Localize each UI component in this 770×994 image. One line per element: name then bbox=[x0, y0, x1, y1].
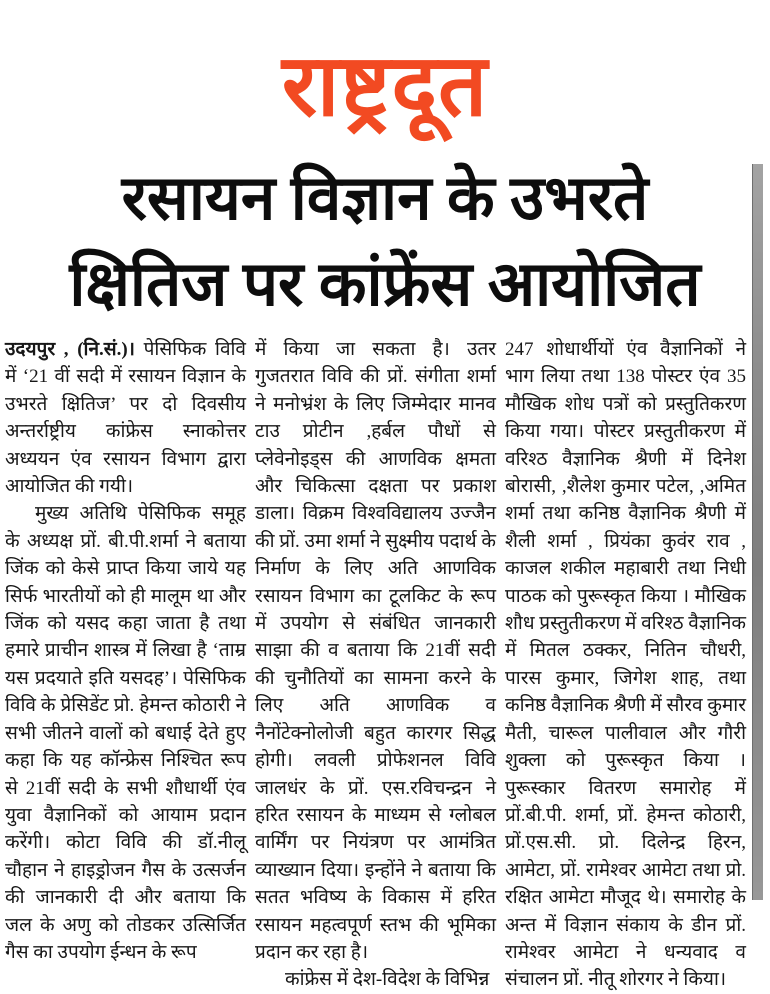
article-headline bbox=[0, 156, 770, 328]
article-paragraph: 247 शोधार्थीयों एंव वैज्ञानिकों ने भाग लिया तथा 138 पोस्टर एंव 35 मौखिक शोध पत्रों को प्रस्तुतिकरण किया गया। पोस्टर प्रस्तुतीकरण में वरिश्ठ वैज्ञानिक श्रैणी में दिनेश बोरासी, ,शैलेश कुमार पटेल, ,अमित शर्मा तथा कनिष्ठ वैज्ञानिक श्रैणी में शैली शर्मा , प्रियंका कुवंर राव , काजल शकील महाबारी तथा निधी पाठक को पुरूस्कृत किया । मौखिक शौध प्रस्तुतीकरण में वरिश्ठ वैज्ञानिक में मितल ठक्कर, नितिन चौधरी, पारस कुमार, जिगेश शाह, तथा कनिष्ठ वैज्ञानिक श्रैणी में सौरव कुमार मैती, चारूल पालीवाल और गौरी शुक्ला को पुरूस्कृत किया । पुरूस्कार वितरण समारोह में प्रों.बी.पी. शर्मा, प्रों. हेमन्त कोठारी, प्रों.एस.सी. प्रो. दिलेन्द्र हिरन, आमेटा, प्रों. रामेश्वर आमेटा तथा प्रो. रक्षित आमेटा मौजूद थे। समारोह के अन्त में विज्ञान संकाय के डीन प्रों. रामेश्वर आमेटा ने धन्यवाद व संचालन प्रों. नीतू शोरगर ने किया। bbox=[505, 339, 746, 991]
article-column-3 bbox=[505, 336, 746, 994]
dateline: उदयपुर , (नि.सं.)। bbox=[5, 339, 144, 360]
headline-line-1: रसायन विज्ञान के उभरते bbox=[121, 165, 649, 233]
article-column-1 bbox=[5, 336, 246, 994]
newspaper-masthead: राष्ट्रदूत bbox=[281, 38, 489, 134]
article-body bbox=[0, 328, 770, 994]
article-column-2 bbox=[255, 336, 496, 994]
scan-edge-bar bbox=[752, 164, 763, 900]
article-paragraph: में किया जा सकता है। उतर गुजतरात विवि की प्रों. संगीता शर्मा ने मनोभ्रंश के लिए जिम्मेदार मानव टाउ प्रोटीन ,हर्बल पौधों से प्लेवेनोइड्स की आणविक क्षमता और चिकित्सा दक्षता पर प्रकाश डाला। विक्रम विश्वविद्यालय उज्जैन की प्रों. उमा शर्मा ने सुक्ष्मीय पदार्थ के निर्माण के लिए अति आणविक रसायन विभाग का टूलकिट के रूप में उपयोग से संबंधित जानकारी साझा की व बताया कि 21वीं सदी की चुनौतियों का सामना करने के लिए अति आणविक व नैनोंटेक्नोलोजी बहुत कारगर सिद्ध होगी। लवली प्रोफेशनल विवि जालधंर के प्रों. एस.रविचन्द्रन ने हरित रसायन के माध्यम से ग्लोबल वार्मिंग पर नियंत्रण पर आमंत्रित व्याख्यान दिया। इन्होंने ने बताया कि सतत भविष्य के विकास में हरित रसायन महत्वपूर्ण स्तभ की भूमिका प्रदान कर रहा है। bbox=[255, 339, 496, 963]
headline-line-2: क्षितिज पर कांफ्रेंस आयोजित bbox=[69, 251, 701, 319]
article-paragraph: कांफ्रेस में देश-विदेश के विभिन्न bbox=[285, 969, 490, 991]
article-paragraph: मुख्य अतिथि पेसिफिक समूह के अध्यक्ष प्रों. बी.पी.शर्मा ने बताया जिंक को केसे प्राप्त किया जाये यह सिर्फ भारतीयों को ही मालूम था और जिंक को यसद कहा जाता है तथा हमारे प्राचीन शास्त्र में लिखा है ‘ताम्र यस प्रदयाते इति यसदह’। पेसिफिक विवि के प्रेसिडेंट प्रो. हेमन्त कोठारी ने सभी जीतने वालों को बधाई देते हुए कहा कि यह कॉन्फ्रेस निश्चित रूप से 21वीं सदी के सभी शौधार्थी एंव युवा वैज्ञानिकों को आयाम प्रदान करेंगी। कोटा विवि की डॉ.नीलू चौहान ने हाइड्रोजन गैस के उत्सर्जन की जानकारी दी और बताया कि जल के अणु को तोडकर उत्सिर्जित गैस का उपयोग ईन्धन के रूप bbox=[5, 503, 246, 963]
article-paragraph bbox=[5, 336, 246, 500]
newspaper-clipping bbox=[0, 22, 770, 991]
paragraph-text: पेसिफिक विवि में ‘21 वीं सदी में रसायन विज्ञान के उभरते क्षितिज’ पर दो दिवसीय अन्तर्राष्ट्रीय कांफ्रेस स्नाकोत्तर अध्ययन एंव रसायन विभाग द्वारा आयोजित की गयी। bbox=[5, 339, 246, 498]
